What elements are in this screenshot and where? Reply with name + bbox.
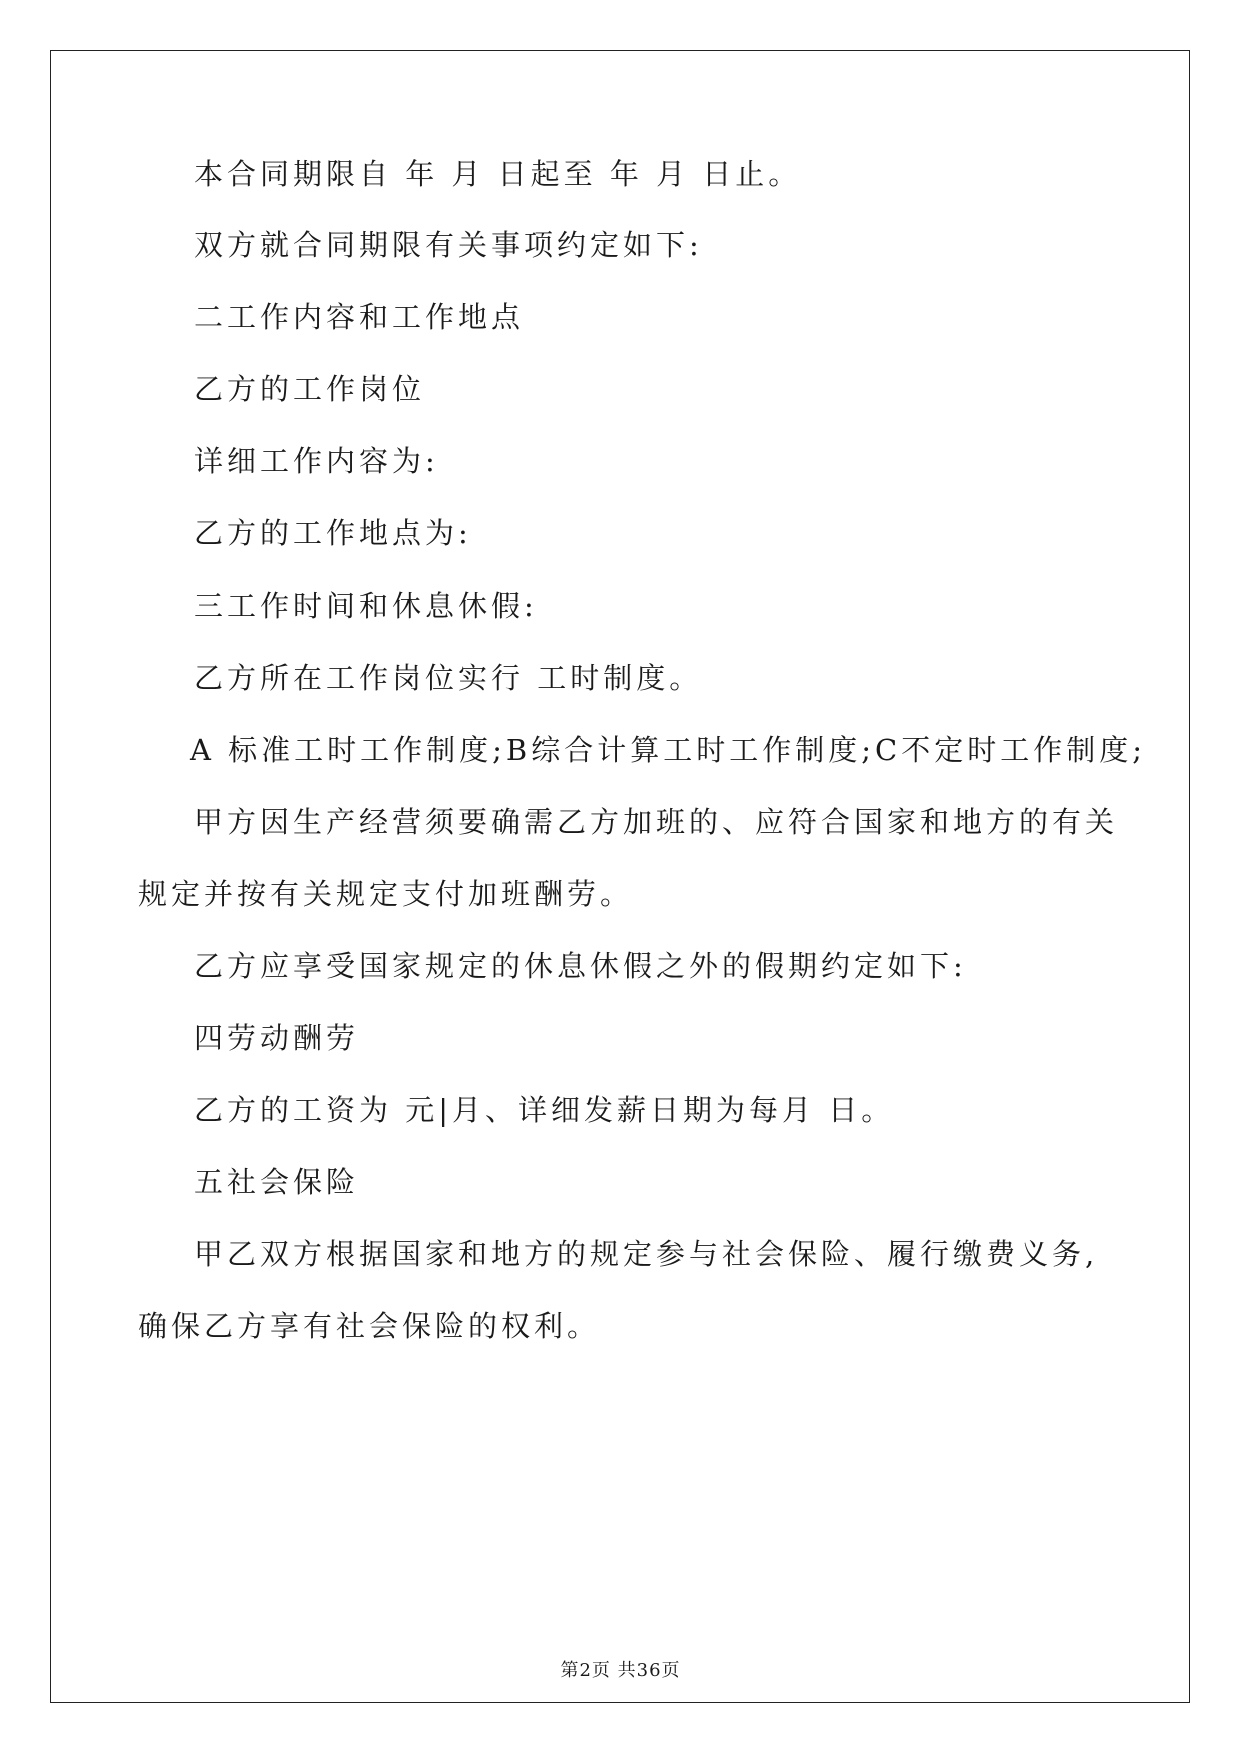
section-heading: 四劳动酬劳 — [194, 1021, 360, 1055]
paragraph-line: 规定并按有关规定支付加班酬劳。 — [138, 877, 634, 911]
section-heading: 二工作内容和工作地点 — [194, 300, 525, 334]
page-number: 第2页 共36页 — [560, 1660, 681, 1681]
paragraph-line: 乙方的工作岗位 — [194, 372, 426, 406]
paragraph-line: A 标准工时工作制度;B综合计算工时工作制度;C不定时工作制度; — [190, 733, 1146, 767]
paragraph-line: 详细工作内容为: — [194, 444, 439, 478]
paragraph-line: 乙方应享受国家规定的休息休假之外的假期约定如下: — [194, 949, 967, 983]
paragraph-line: 乙方的工资为 元|月、详细发薪日期为每月 日。 — [194, 1093, 895, 1127]
paragraph-line: 乙方所在工作岗位实行 工时制度。 — [194, 661, 703, 695]
paragraph-line: 甲方因生产经营须要确需乙方加班的、应符合国家和地方的有关 — [194, 805, 1119, 839]
section-heading: 三工作时间和休息休假: — [194, 589, 538, 623]
section-heading: 五社会保险 — [194, 1165, 360, 1199]
paragraph-line: 乙方的工作地点为: — [194, 516, 472, 550]
paragraph-line: 甲乙双方根据国家和地方的规定参与社会保险、履行缴费义务, — [194, 1237, 1099, 1271]
paragraph-line: 双方就合同期限有关事项约定如下: — [194, 228, 703, 262]
paragraph-line: 本合同期限自 年 月 日起至 年 月 日止。 — [194, 157, 802, 191]
paragraph-line: 确保乙方享有社会保险的权利。 — [138, 1309, 601, 1343]
